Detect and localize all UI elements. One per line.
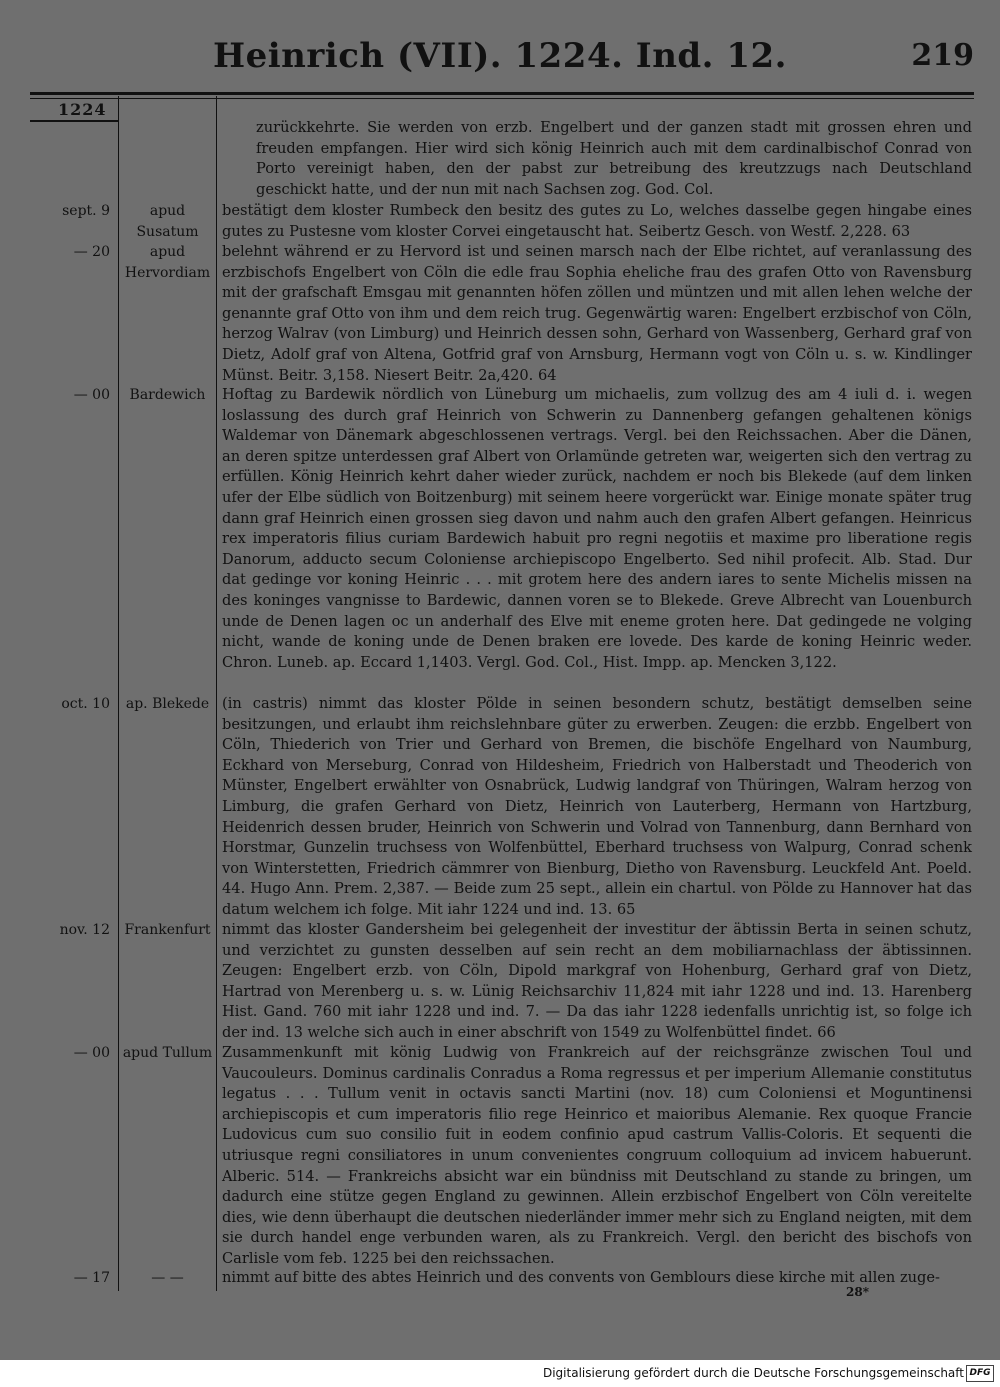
footer-bar — [0, 1360, 1000, 1387]
entry-text: Hoftag zu Bardewik nördlich von Lüneburg um michaelis, zum vollzug des am 4 iuli d. i. wegen loslassung des durch graf Heinrich von Schwerin zu Dannenberg gefangen gehaltenen königs Waldemar von Dänemark abgeschlossenen vertrags. Vergl. bei den Reichssachen. Aber die Dänen, an deren spitze unterdessen graf Albert von Orlamünde getreten war, weigerten sich den vertrag zu erfüllen. König Heinrich kehrt daher wieder zurück, nachdem er noch bis Blekede (auf dem linken ufer der Elbe südlich von Boitzenburg) mit seinem heere vorgerückt war. Einige monate später trug dann graf Heinrich einen grossen sieg davon und nahm auch den grafen Albert gefangen. Heinricus rex imperatoris filius curiam Bardewich habuit pro regni negotiis et maxime pro liberatione regis Danorum, adducto secum Coloniense archiepiscopo Engelberto. Sed nihil profecit. Alb. Stad. Dur dat gedinge vor koning Heinric . . . mit grotem here des andern iares to sente Michelis missen na des koninges vangnisse to Bardewic, dannen voren se to Blekede. Greve Albrecht van Louenburch unde de Denen lagen oc un anderhalf des Elve mit eneme groten here. Dat gedingede ne volging nicht, wande de koning unde de Denen braken ere lovede. Des karde de koning Heinric weder. Chron. Luneb. ap. Eccard 1,1403. Vergl. God. Col., Hist. Impp. ap. Mencken 3,122. — [222, 386, 972, 671]
funding-credit: Digitalisierung gefördert durch die Deutsche Forschungsgemeinschaft — [542, 1366, 964, 1380]
entry-place: apud Susatum — [136, 203, 199, 240]
entry-place: apud Hervordiam — [124, 244, 211, 281]
running-header — [0, 30, 1000, 86]
entry-place: apud Tullum — [122, 1045, 213, 1061]
entry-text: bestätigt dem kloster Rumbeck den besitz des gutes zu Lo, welches dasselbe gegen hingabe eines gutes zu Pustesne vom kloster Corvei eingetauscht hat. Seibertz Gesch. von Westf. 2,228. 63 — [222, 202, 972, 240]
dfg-logo: DFG — [966, 1365, 994, 1382]
entry-text: zurückkehrte. Sie werden von erzb. Engelbert und der ganzen stadt mit grossen ehren und freuden empfangen. Hier wird sich könig Heinrich auch mit dem cardinalbischof Conrad von Porto vereinigt haben, den der pabst zur betreibung des kreutzzugs nach Deutschland geschickt hatte, und der nun mit nach Sachsen zog. God. Col. — [256, 119, 972, 198]
entry-date: oct. 10 — [61, 696, 110, 712]
column-divider-date — [118, 96, 119, 1291]
entry-date: — 00 — [73, 387, 110, 403]
page-title: Heinrich (VII). 1224. Ind. 12. — [212, 36, 788, 76]
entry-date: — 17 — [73, 1270, 110, 1286]
entry-text: Zusammenkunft mit könig Ludwig von Frankreich auf der reichsgränze zwischen Toul und Vaucouleurs. Dominus cardinalis Conradus a Roma regressus et per imperium Allemanie constitutus legatus . . . Tullum venit in octavis sancti Martini (nov. 18) cum Coloniensi et Moguntinensi archiepiscopis et cum imperatoris filio rege Heinrico et maioribus Alemanie. Rex quoque Francie Ludovicus cum suo consilio fuit in eodem confinio apud castrum Vallis-Coloris. Et sequenti die utriusque regni consiliatores in unum convenientes congruum colloquium ad invicem habuerunt. Alberic. 514. — Frankreichs absicht war ein bündniss mit Deutschland zu stande zu bringen, um dadurch eine stütze gegen England zu gewinnen. Allein erzbischof Engelbert von Cöln vereitelte dies, wie denn überhaupt die deutschen niederländer immer mehr sich zu England neigten, mit dem sie durch handel enge verbunden waren, als zu Frankreich. Vergl. den bericht des bischofs von Carlisle vom feb. 1225 bei den reichssachen. — [222, 1044, 972, 1267]
entry-date: sept. 9 — [62, 203, 110, 219]
entry-date: — 20 — [73, 244, 110, 260]
entry-place: — — — [151, 1270, 184, 1286]
header-rule-thin — [30, 98, 974, 99]
entry-place: ap. Blekede — [125, 696, 210, 712]
year-marker: 1224 — [58, 100, 107, 119]
entry-text: (in castris) nimmt das kloster Pölde in seinen besondern schutz, bestätigt demselben seine besitzungen, und erlaubt ihm reichslehnbare güter zu erwerben. Zeugen: die erzbb. Engelbert von Cöln, Thiederich von Trier und Gerhard von Bremen, die bischöfe Engelhard von Naumburg, Eckhard von Merseburg, Conrad von Hildesheim, Friedrich von Halberstadt und Theoderich von Münster, Engelbert erwählter von Osnabrück, Ludwig landgraf von Thüringen, Walram herzog von Limburg, die grafen Gerhard von Dietz, Heinrich von Lauterberg, Hermann von Hartzburg, Heidenrich dessen bruder, Heinrich von Schwerin und Volrad von Tannenburg, dann Bernhard von Horstmar, Gunzelin truchsess von Wolfenbüttel, Eberhard truchsess von Walpurg, Conrad schenk von Winterstetten, Friedrich cämmrer von Bienburg, Dietho von Ravensburg. Leuckfeld Ant. Poeld. 44. Hugo Ann. Prem. 2,387. — Beide zum 25 sept., allein ein chartul. von Pölde zu Hannover hat das datum welchem ich folge. Mit iahr 1224 und ind. 13. 65 — [222, 695, 972, 918]
entry-text: belehnt während er zu Hervord ist und seinen marsch nach der Elbe richtet, auf veranlassung des erzbischofs Engelbert von Cöln die edle frau Sophia eheliche frau des grafen Otto von Ravensburg mit der grafschaft Emsgau mit genannten höfen zöllen und müntzen und mit allen lehen welche der genannte graf Otto von ihm und dem reich trug. Gegenwärtig waren: Engelbert erzbischof von Cöln, herzog Walrav (von Limburg) und Heinrich dessen sohn, Gerhard von Wassenberg, Gerhard graf von Dietz, Adolf graf von Altena, Gotfrid graf von Arnsburg, Hermann vogt von Cöln u. s. w. Kindlinger Münst. Beitr. 3,158. Niesert Beitr. 2a,420. 64 — [222, 243, 972, 384]
year-underline — [30, 120, 118, 122]
entry-date: — 00 — [73, 1045, 110, 1061]
entry-place: Frankenfurt — [124, 922, 211, 938]
entry-text: nimmt das kloster Gandersheim bei gelegenheit der investitur der äbtissin Berta in seinen schutz, und verzichtet zu gunsten desselben auf sein recht an dem mobiliarnachlass der äbtissinnen. Zeugen: Engelbert erzb. von Cöln, Dipold markgraf von Hohenburg, Gerhard graf von Dietz, Hartrad von Merenberg u. s. w. Lünig Reichsarchiv 11,824 mit iahr 1228 und ind. 13. Harenberg Hist. Gand. 760 mit iahr 1228 und ind. 7. — Da das iahr 1228 iedenfalls unrichtig ist, so folge ich der ind. 13 welche sich auch in einer abschrift von 1549 zu Wolfenbüttel findet. 66 — [222, 921, 972, 1041]
entry-text: nimmt auf bitte des abtes Heinrich und des convents von Gemblours diese kirche mit allen zuge- — [222, 1269, 940, 1286]
column-divider-place — [216, 96, 217, 1291]
entry-place: Bardewich — [129, 387, 206, 403]
entry-date: nov. 12 — [59, 922, 110, 938]
page-number: 219 — [911, 38, 974, 73]
header-rule-thick — [30, 92, 974, 95]
signature-mark: 28* — [846, 1285, 869, 1299]
